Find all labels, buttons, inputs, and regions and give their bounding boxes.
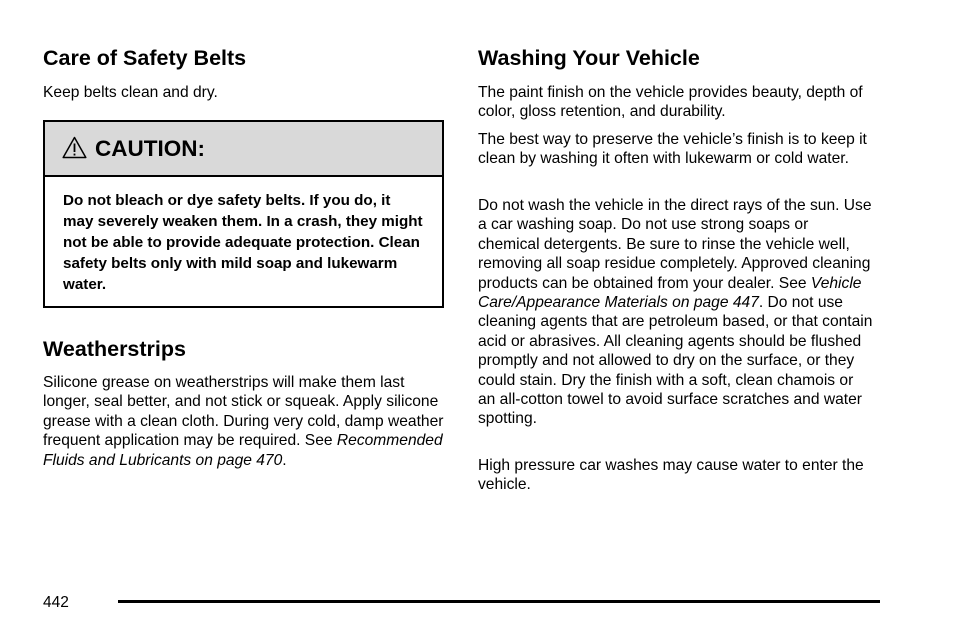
caution-title: CAUTION: xyxy=(95,135,205,161)
weatherstrips-body: Silicone grease on weatherstrips will make them last longer, seal better, and not stick or squeak. Apply silicone grease with a clean cloth. During very cold, damp weather frequent application may be required. See xyxy=(43,374,444,450)
preserve-finish-paragraph: The best way to preserve the vehicle’s finish is to keep it clean by washing it often with lukewarm or cold water. xyxy=(478,131,867,168)
page-number: 442 xyxy=(43,594,69,611)
recommended-fluids-reference: Recommended Fluids and Lubricants on page 470 xyxy=(43,432,443,469)
weatherstrips-text xyxy=(43,373,444,470)
warning-triangle-icon xyxy=(62,136,87,159)
weatherstrips-heading: Weatherstrips xyxy=(43,337,186,361)
keep-belts-clean-text: Keep belts clean and dry. xyxy=(43,84,218,101)
weatherstrips-end: . xyxy=(282,451,287,469)
washing-instructions-end: . Do not use cleaning agents that are petroleum based, or that contain acid or abrasives. All cleaning agents should be flushed promptly and not allowed to dry on the surface, or they could stain. Dry the finish with a soft, clean chamois or an all-cotton towel to avoid surface scratches and water spotting. xyxy=(478,294,873,428)
washing-instructions-start: Do not wash the vehicle in the direct rays of the sun. Use a car washing soap. Do not use strong soaps or chemical detergents. Be sure to rinse the vehicle well, removing all soap residue completely. Approved cleaning products can be obtained from your dealer. See xyxy=(478,197,872,292)
vehicle-care-reference: Vehicle Care/Appearance Materials on page 447 xyxy=(478,274,862,312)
high-pressure-paragraph: High pressure car washes may cause water to enter the vehicle. xyxy=(478,457,864,494)
caution-text: Do not bleach or dye safety belts. If you do, it may severely weaken them. In a crash, they might not be able to provide adequate protection. Clean safety belts only with mild soap and lukewarm water. xyxy=(63,192,423,293)
paint-finish-paragraph: The paint finish on the vehicle provides beauty, depth of color, gloss retention, and durability. xyxy=(478,84,863,121)
washing-your-vehicle-heading: Washing Your Vehicle xyxy=(478,46,700,70)
caution-header xyxy=(45,122,442,177)
caution-box xyxy=(43,120,444,308)
washing-instructions-paragraph xyxy=(478,196,874,429)
footer-rule xyxy=(118,600,880,603)
care-of-safety-belts-heading: Care of Safety Belts xyxy=(43,46,247,70)
